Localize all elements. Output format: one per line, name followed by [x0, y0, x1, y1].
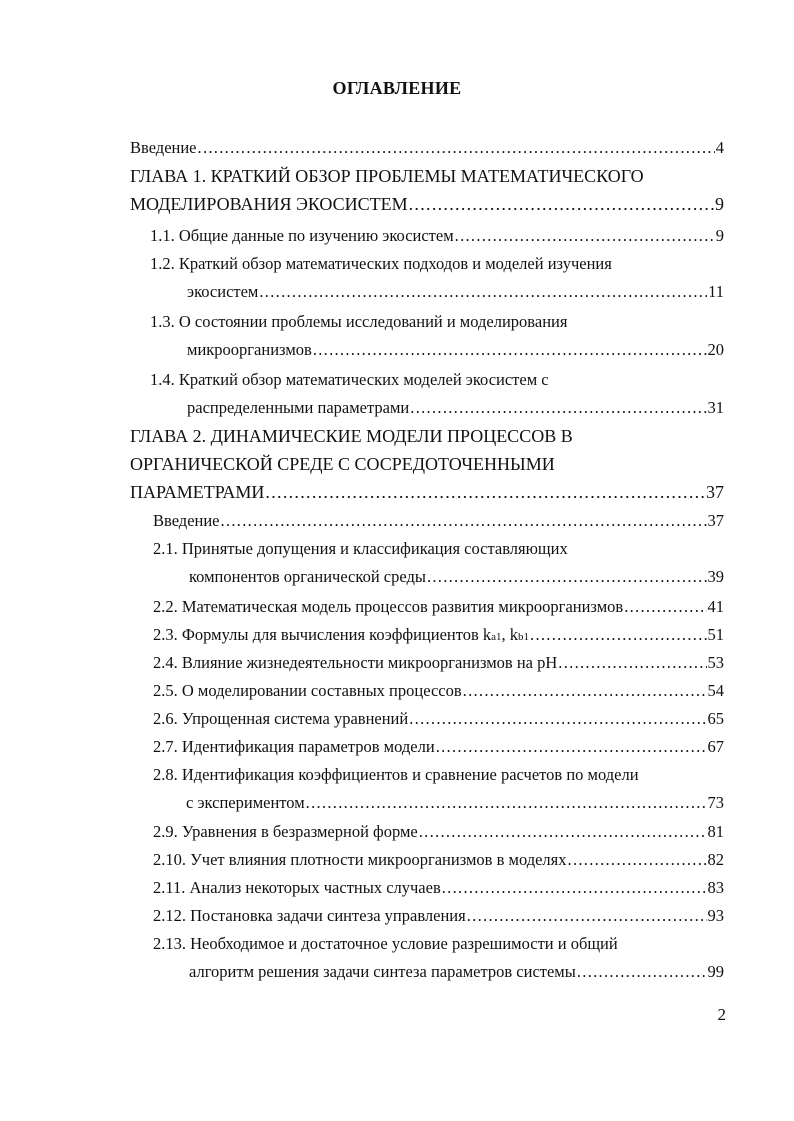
dot-leader: [467, 902, 707, 930]
toc-page-number: 9: [715, 226, 724, 245]
toc-section-entry[interactable]: [153, 649, 724, 677]
toc-page-number: 37: [706, 482, 724, 502]
toc-page-number: 4: [715, 138, 724, 157]
toc-entry-line: [153, 507, 724, 535]
toc-section-entry[interactable]: [150, 222, 724, 250]
toc-entry-line: [153, 733, 724, 761]
toc-page-number: 11: [708, 282, 724, 301]
dot-leader: [442, 874, 707, 902]
toc-entry-line: [153, 761, 724, 789]
toc-section-entry[interactable]: [130, 134, 724, 162]
dot-leader: [410, 394, 706, 422]
toc-section-entry[interactable]: [153, 818, 724, 846]
toc-section-entry[interactable]: [153, 535, 724, 591]
toc-entry-line: [153, 705, 724, 733]
toc-entry-title: алгоритм решения задачи синтеза параметров системы: [189, 962, 576, 981]
dot-leader: [463, 677, 707, 705]
toc-page-number: 37: [707, 511, 724, 530]
toc-entry-title: 1.3. О состоянии проблемы исследований и моделирования: [150, 312, 568, 331]
toc-entry-line: [130, 450, 724, 478]
toc-entry-title: 2.8. Идентификация коэффициентов и сравнение расчетов по модели: [153, 765, 639, 784]
toc-entry-title: 2.12. Постановка задачи синтеза управления: [153, 906, 466, 925]
toc-section-entry[interactable]: [153, 846, 724, 874]
toc-entry-title: МОДЕЛИРОВАНИЯ ЭКОСИСТЕМ: [130, 194, 408, 214]
toc-page-number: 41: [707, 597, 724, 616]
dot-leader: [624, 593, 706, 621]
toc-section-entry[interactable]: [153, 733, 724, 761]
dot-leader: [436, 733, 707, 761]
toc-section-entry[interactable]: [153, 761, 724, 817]
toc-entry-title: ГЛАВА 1. КРАТКИЙ ОБЗОР ПРОБЛЕМЫ МАТЕМАТИЧЕСКОГО: [130, 166, 644, 186]
dot-leader: [409, 705, 706, 733]
toc-entry-title: распределенными параметрами: [187, 398, 410, 417]
dot-leader: [259, 278, 707, 306]
toc-section-entry[interactable]: [153, 874, 724, 902]
toc-entry-title: 2.13. Необходимое и достаточное условие разрешимости и общий: [153, 934, 618, 953]
toc-entry-line: [130, 190, 724, 218]
toc-section-entry[interactable]: [153, 705, 724, 733]
toc-page-number: 67: [707, 737, 724, 756]
toc-page-number: 51: [707, 625, 724, 644]
dot-leader: [568, 846, 707, 874]
toc-entry-line: [153, 958, 724, 986]
toc-entry-title: ГЛАВА 2. ДИНАМИЧЕСКИЕ МОДЕЛИ ПРОЦЕССОВ В: [130, 426, 573, 446]
toc-entry-title: 1.2. Краткий обзор математических подходов и моделей изучения: [150, 254, 612, 273]
dot-leader: [221, 507, 707, 535]
dot-leader: [409, 190, 714, 218]
toc-entry-line: [153, 818, 724, 846]
toc-entry-line: [150, 336, 724, 364]
dot-leader: [306, 789, 707, 817]
toc-page-number: 81: [707, 822, 724, 841]
toc-entry-title: 1.4. Краткий обзор математических моделей экосистем с: [150, 370, 549, 389]
toc-entry-line: [130, 134, 724, 162]
toc-page-number: 82: [707, 850, 724, 869]
toc-page-number: 20: [707, 340, 724, 359]
toc-entry-title: ОРГАНИЧЕСКОЙ СРЕДЕ С СОСРЕДОТОЧЕННЫМИ: [130, 454, 555, 474]
toc-entry-title: 2.10. Учет влияния плотности микроорганизмов в моделях: [153, 850, 567, 869]
page-title: ОГЛАВЛЕНИЕ: [332, 78, 462, 98]
toc-entry-title: 2.4. Влияние жизнедеятельности микроорганизмов на pH: [153, 653, 558, 672]
toc-entry-title: 2.9. Уравнения в безразмерной форме: [153, 822, 418, 841]
toc-page-number: 53: [707, 653, 724, 672]
toc-section-entry[interactable]: [153, 593, 724, 621]
toc-chapter-entry[interactable]: [130, 162, 724, 218]
toc-entry-line: [130, 162, 724, 190]
toc-entry-line: [153, 789, 724, 817]
toc-entry-line: [150, 366, 724, 394]
toc-entry-title: 2.3. Формулы для вычисления коэффициентов k: [153, 625, 492, 644]
formula-separator: , k: [501, 625, 519, 644]
toc-entry-title: Введение: [153, 511, 220, 530]
dot-leader: [455, 222, 715, 250]
toc-entry-title: 2.11. Анализ некоторых частных случаев: [153, 878, 441, 897]
toc-entry-line: [150, 278, 724, 306]
toc-page-number: 73: [707, 793, 724, 812]
toc-section-entry[interactable]: [153, 930, 724, 986]
dot-leader: [577, 958, 707, 986]
toc-section-entry[interactable]: [153, 677, 724, 705]
toc-page-number: 99: [707, 962, 724, 981]
toc-entry-title: Введение: [130, 138, 197, 157]
toc-entry-title: экосистем: [187, 282, 259, 301]
toc-entry-title: компонентов органической среды: [189, 567, 426, 586]
dot-leader: [198, 134, 715, 162]
toc-entry-line: [153, 902, 724, 930]
toc-entry-title: микроорганизмов: [187, 340, 312, 359]
toc-entry-line: [130, 422, 724, 450]
toc-entry-line: [153, 846, 724, 874]
toc-entry-line: [153, 677, 724, 705]
toc-page-number: 9: [715, 194, 724, 214]
dot-leader: [313, 336, 707, 364]
toc-entry-title: 2.2. Математическая модель процессов развития микроорганизмов: [153, 597, 624, 616]
toc-entry-title: 2.1. Принятые допущения и классификация составляющих: [153, 539, 568, 558]
toc-chapter-entry[interactable]: [130, 422, 724, 506]
dot-leader: [419, 818, 707, 846]
toc-page-number: 54: [707, 681, 724, 700]
toc-page-number: 31: [707, 398, 724, 417]
dot-leader: [530, 621, 706, 649]
toc-entry-title: 2.7. Идентификация параметров модели: [153, 737, 435, 756]
toc-entry-title: с экспериментом: [186, 793, 305, 812]
toc-section-entry[interactable]: [150, 366, 724, 422]
dot-leader: [558, 649, 706, 677]
toc-entry-title: ПАРАМЕТРАМИ: [130, 482, 265, 502]
toc-entry-line: [150, 250, 724, 278]
toc-entry-line: [153, 593, 724, 621]
toc-entry-title: 2.6. Упрощенная система уравнений: [153, 709, 409, 728]
toc-page-number: 93: [707, 906, 724, 925]
toc-entry-line: [150, 222, 724, 250]
toc-entry-line: [153, 874, 724, 902]
toc-entry-line: [150, 394, 724, 422]
toc-section-entry[interactable]: [150, 308, 724, 364]
toc-section-entry[interactable]: [153, 621, 724, 649]
toc-page-number: 83: [707, 878, 724, 897]
toc-section-entry[interactable]: [153, 902, 724, 930]
toc-entry-line: [153, 563, 724, 591]
toc-page-number: 39: [707, 567, 724, 586]
toc-entry-line: [153, 930, 724, 958]
dot-leader: [427, 563, 707, 591]
toc-page-number: 65: [707, 709, 724, 728]
toc-entry-line: [153, 649, 724, 677]
toc-entry-title: 2.5. О моделировании составных процессов: [153, 681, 462, 700]
toc-entry-line: 2.3. Формулы для вычисления коэффициентов k a1 , k b1 ..... 51: [153, 621, 724, 649]
dot-leader: [265, 478, 705, 506]
toc-entry-line: [150, 308, 724, 336]
toc-section-entry[interactable]: [150, 250, 724, 306]
toc-entry-line: [153, 535, 724, 563]
toc-entry-line: [130, 478, 724, 506]
toc-entry-title: 1.1. Общие данные по изучению экосистем: [150, 226, 454, 245]
toc-section-entry[interactable]: [153, 507, 724, 535]
page-number: 2: [717, 1005, 726, 1024]
